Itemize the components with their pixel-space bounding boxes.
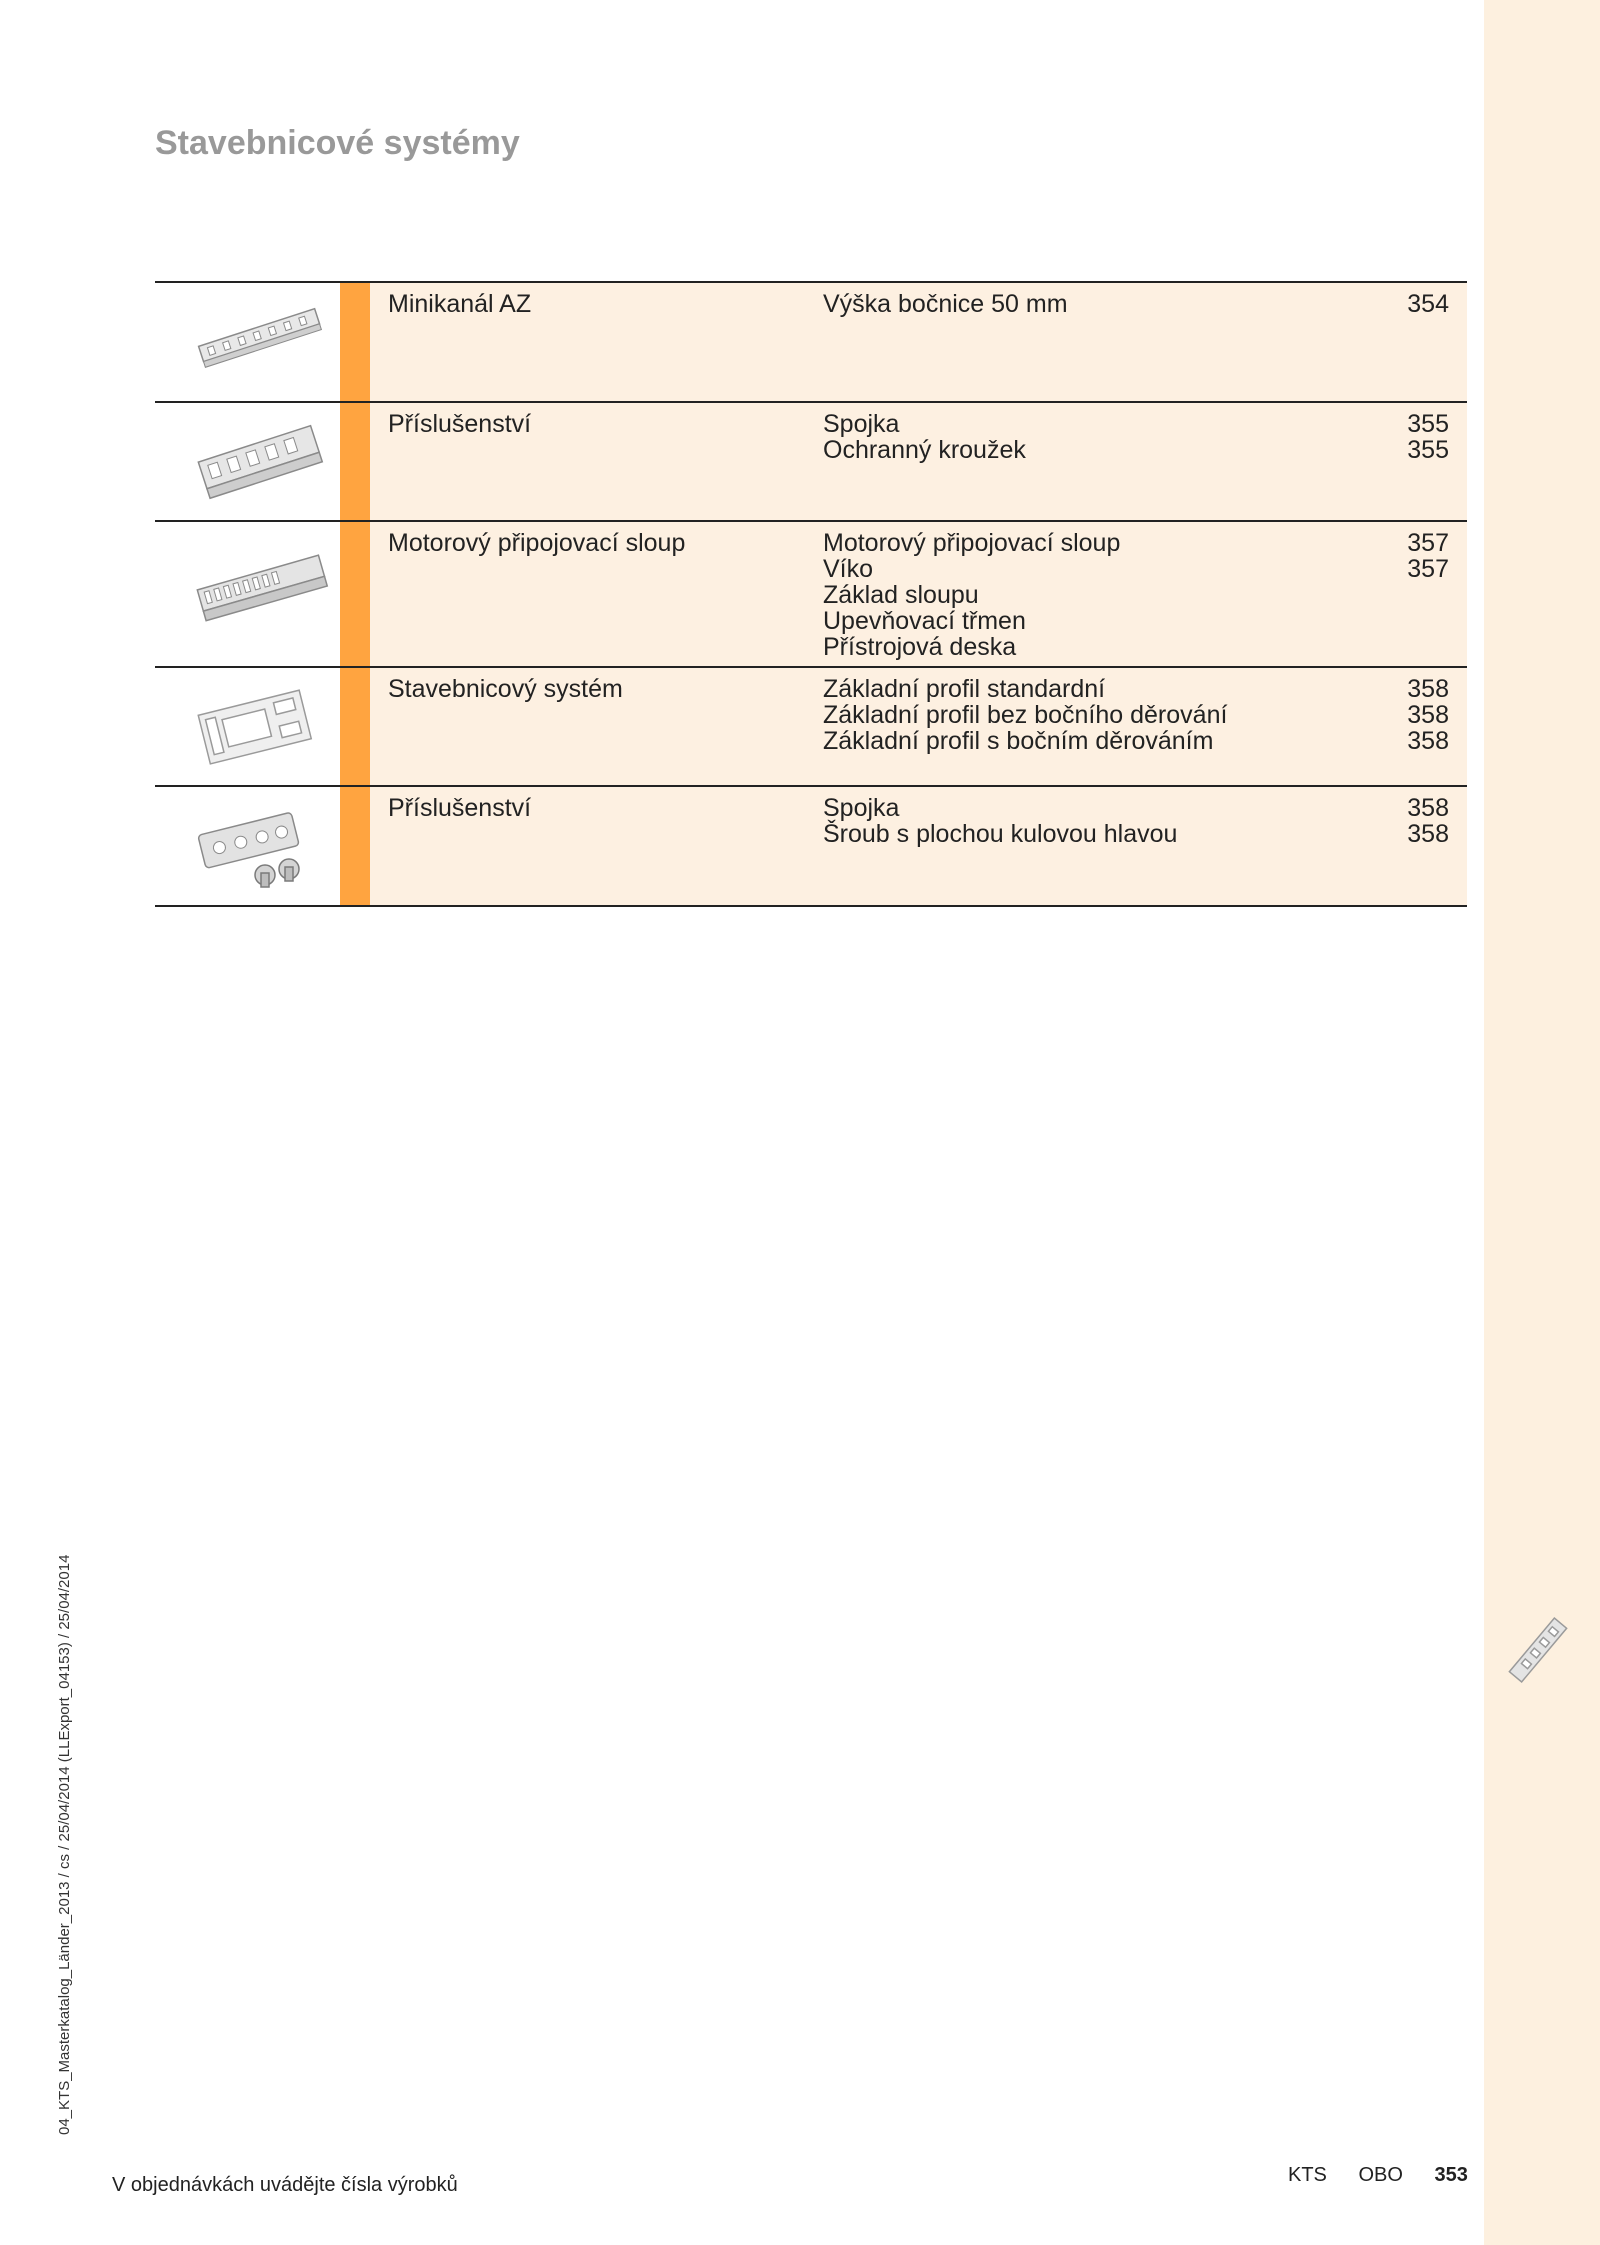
item-page: 358 — [1407, 701, 1449, 729]
contents-table — [155, 281, 1467, 907]
list-item — [823, 582, 1449, 608]
item-page: 355 — [1407, 436, 1449, 464]
thumbnail — [155, 522, 340, 666]
item-label: Základní profil bez bočního děrování — [823, 701, 1228, 729]
table-row — [155, 520, 1467, 666]
cable-duct-icon — [195, 293, 325, 383]
base-profile-icon — [195, 678, 315, 778]
list-item — [823, 702, 1449, 728]
item-list — [805, 403, 1467, 520]
table-row — [155, 785, 1467, 907]
table-row — [155, 401, 1467, 520]
list-item — [823, 821, 1449, 847]
accent-stripe — [340, 787, 370, 905]
item-label: Šroub s plochou kulovou hlavou — [823, 820, 1178, 848]
list-item — [823, 411, 1449, 437]
table-row — [155, 666, 1467, 785]
accent-stripe — [340, 403, 370, 520]
list-item — [823, 634, 1449, 660]
page-number: 353 — [1434, 2164, 1468, 2186]
page-title: Stavebnicové systémy — [155, 124, 520, 162]
item-label: Upevňovací třmen — [823, 607, 1026, 635]
footer-info — [1288, 2164, 1468, 2187]
item-label: Spojka — [823, 794, 900, 822]
list-item — [823, 556, 1449, 582]
item-page: 357 — [1407, 555, 1449, 583]
footer-section: KTS — [1288, 2164, 1327, 2186]
thumbnail — [155, 403, 340, 520]
item-page — [1399, 634, 1449, 660]
item-label: Přístrojová deska — [823, 633, 1017, 661]
list-item — [823, 437, 1449, 463]
connector-bracket-icon — [195, 413, 325, 508]
item-label: Víko — [823, 555, 874, 583]
item-list — [805, 668, 1467, 785]
list-item — [823, 291, 1449, 317]
item-label: Základní profil standardní — [823, 675, 1106, 703]
connector-screws-icon — [195, 797, 320, 897]
side-band — [1484, 0, 1600, 2245]
group-label: Příslušenství — [388, 794, 532, 822]
list-item — [823, 676, 1449, 702]
thumbnail — [155, 283, 340, 401]
group-label: Minikanál AZ — [388, 290, 532, 318]
item-page: 358 — [1407, 727, 1449, 755]
list-item — [823, 728, 1449, 754]
side-metadata-text: 04_KTS_Masterkatalog_Länder_2013 / cs / 25/04/2014 (LLExport_04153) / 25/04/2014 — [56, 1554, 73, 2135]
item-page: 357 — [1407, 529, 1449, 557]
item-page: 358 — [1407, 794, 1449, 822]
item-page — [1399, 582, 1449, 608]
item-list — [805, 787, 1467, 905]
footer-note: V objednávkách uvádějte čísla výrobků — [112, 2174, 458, 2196]
accent-stripe — [340, 522, 370, 666]
item-page — [1399, 608, 1449, 634]
item-label: Základní profil s bočním děrováním — [823, 727, 1214, 755]
thumbnail — [155, 787, 340, 905]
table-row — [155, 281, 1467, 401]
item-label: Výška bočnice 50 mm — [823, 290, 1068, 318]
item-page: 358 — [1407, 675, 1449, 703]
list-item — [823, 795, 1449, 821]
profile-thumbnail-icon — [1508, 1615, 1568, 1685]
list-item — [823, 530, 1449, 556]
accent-stripe — [340, 668, 370, 785]
list-item — [823, 608, 1449, 634]
item-label: Spojka — [823, 410, 900, 438]
item-list — [805, 522, 1467, 666]
item-page: 358 — [1407, 820, 1449, 848]
item-label: Základ sloupu — [823, 581, 979, 609]
item-list — [805, 283, 1467, 401]
group-label: Motorový připojovací sloup — [388, 529, 686, 557]
connection-column-icon — [195, 532, 330, 642]
footer-brand: OBO — [1358, 2164, 1403, 2186]
group-label: Stavebnicový systém — [388, 675, 623, 703]
item-page: 355 — [1407, 410, 1449, 438]
item-label: Motorový připojovací sloup — [823, 529, 1121, 557]
accent-stripe — [340, 283, 370, 401]
group-label: Příslušenství — [388, 410, 532, 438]
item-page: 354 — [1407, 290, 1449, 318]
thumbnail — [155, 668, 340, 785]
item-label: Ochranný kroužek — [823, 436, 1026, 464]
